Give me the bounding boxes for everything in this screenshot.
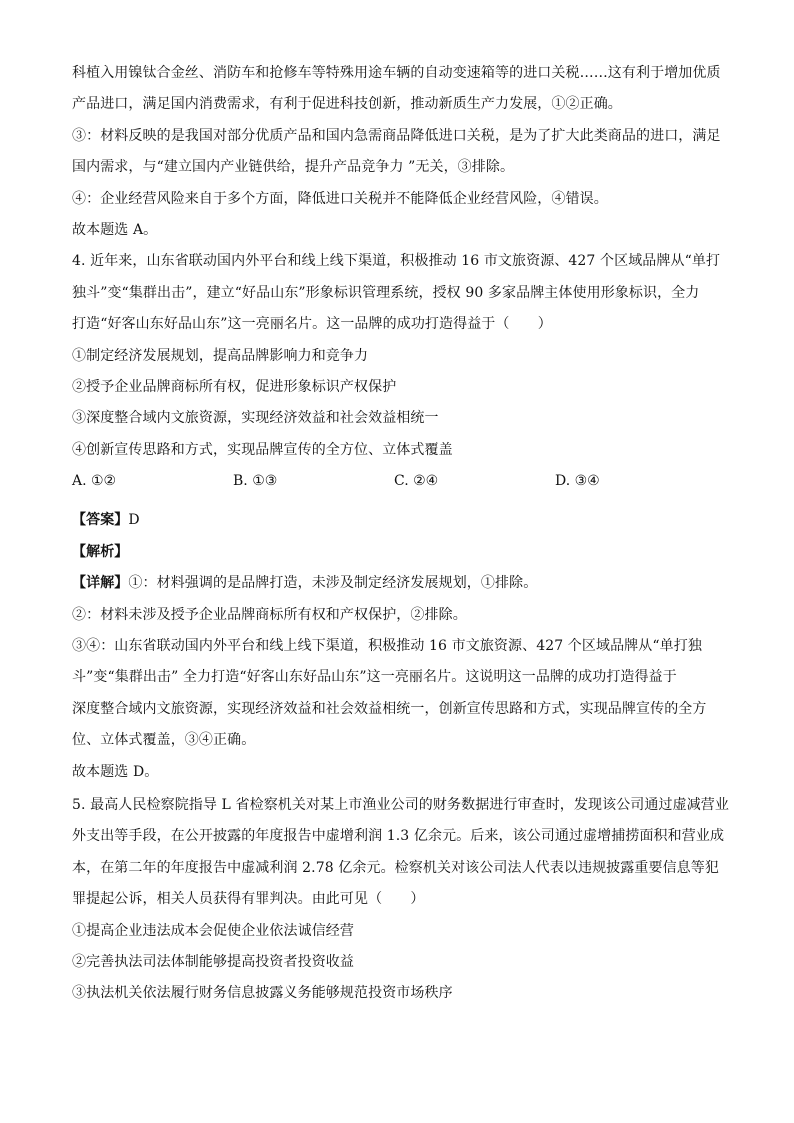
option-a: A. ①②	[72, 473, 117, 490]
statement-1: ①提高企业违法成本会促使企业依法诚信经营	[72, 922, 354, 939]
statement-3: ③深度整合域内文旅资源，实现经济效益和社会效益相统一	[72, 410, 439, 427]
detail-text: ①：材料强调的是品牌打造，未涉及制定经济发展规划，①排除。	[128, 575, 538, 592]
detail-label: 【详解】	[72, 575, 129, 592]
answer-options	[72, 466, 724, 497]
analysis-label: 【解析】	[72, 543, 129, 560]
option-d: D. ③④	[555, 473, 600, 490]
question-stem: 外支出等手段，在公开披露的年度报告中虚增利润 1.3 亿余元。后来，该公司通过虚增捕捞面积和营业成	[72, 828, 725, 845]
statement-4: ④创新宣传思路和方式，实现品牌宣传的全方位、立体式覆盖	[72, 441, 453, 458]
answer-label: 【答案】	[72, 512, 129, 529]
detail-line	[72, 568, 724, 599]
answer-line	[72, 505, 724, 536]
question-stem: 4. 近年来，山东省联动国内外平台和线上线下渠道，积极推动 16 市文旅资源、427 个区域品牌从“单打	[72, 253, 721, 270]
text-line: ③④：山东省联动国内外平台和线上线下渠道，积极推动 16 市文旅资源、427 个区域品牌从“单打独	[72, 638, 702, 655]
text-line: 国内需求，与“建立国内产业链供给，提升产品竞争力 ”无关，③排除。	[72, 159, 515, 176]
statement-3: ③执法机关依法履行财务信息披露义务能够规范投资市场秩序	[72, 985, 453, 1002]
statement-2: ②授予企业品牌商标所有权，促进形象标识产权保护	[72, 378, 397, 395]
text-line: 深度整合域内文旅资源，实现经济效益和社会效益相统一，创新宣传思路和方式，实现品牌宣传的全方	[72, 700, 707, 717]
text-line: ②：材料未涉及授予企业品牌商标所有权和产权保护，②排除。	[72, 606, 467, 623]
text-line: 科植入用镍钛合金丝、消防车和抢修车等特殊用途车辆的自动变速箱等的进口关税……这有利于增加优质	[72, 65, 721, 81]
option-b: B. ①③	[233, 473, 278, 490]
text-line: 产品进口，满足国内消费需求，有利于促进科技创新，推动新质生产力发展，①②正确。	[72, 96, 622, 113]
question-stem: 独斗”变“集群出击”，建立“好品山东”形象标识管理系统，授权 90 多家品牌主体使用形象标识，全力	[72, 284, 700, 301]
text-line: 斗”变“集群出击” 全力打造“好客山东好品山东”这一亮丽名片。这说明这一品牌的成功打造得益于	[72, 669, 677, 686]
question-5	[72, 790, 730, 1010]
text-line: ③：材料反映的是我国对部分优质产品和国内急需商品降低进口关税，是为了扩大此类商品的进口，满足	[72, 127, 721, 144]
previous-question-continuation	[72, 58, 724, 246]
statement-1: ①制定经济发展规划，提高品牌影响力和竞争力	[72, 347, 369, 364]
statement-2: ②完善执法司法体制能够提高投资者投资收益	[72, 953, 354, 970]
question-4	[72, 246, 724, 788]
question-stem: 5. 最高人民检察院指导 L 省检察机关对某上市渔业公司的财务数据进行审查时，发现该公司通过虚减营业	[72, 797, 730, 813]
document-page	[72, 58, 730, 1010]
question-stem: 本，在第二年的年度报告中虚减利润 2.78 亿余元。检察机关对该公司法人代表以违规披露重要信息等犯	[72, 859, 719, 876]
question-stem: 罪提起公诉，相关人员获得有罪判决。由此可见（ ）	[72, 891, 425, 908]
conclusion-line: 故本题选 D。	[72, 763, 159, 780]
text-line: 位、立体式覆盖，③④正确。	[72, 732, 256, 749]
text-line: ④：企业经营风险来自于多个方面，降低进口关税并不能降低企业经营风险，④错误。	[72, 190, 608, 207]
option-c: C. ②④	[394, 473, 439, 490]
question-stem: 打造“好客山东好品山东”这一亮丽名片。这一品牌的成功打造得益于（ ）	[72, 316, 552, 333]
conclusion-line: 故本题选 A。	[72, 221, 158, 238]
answer-value: D	[128, 512, 140, 529]
